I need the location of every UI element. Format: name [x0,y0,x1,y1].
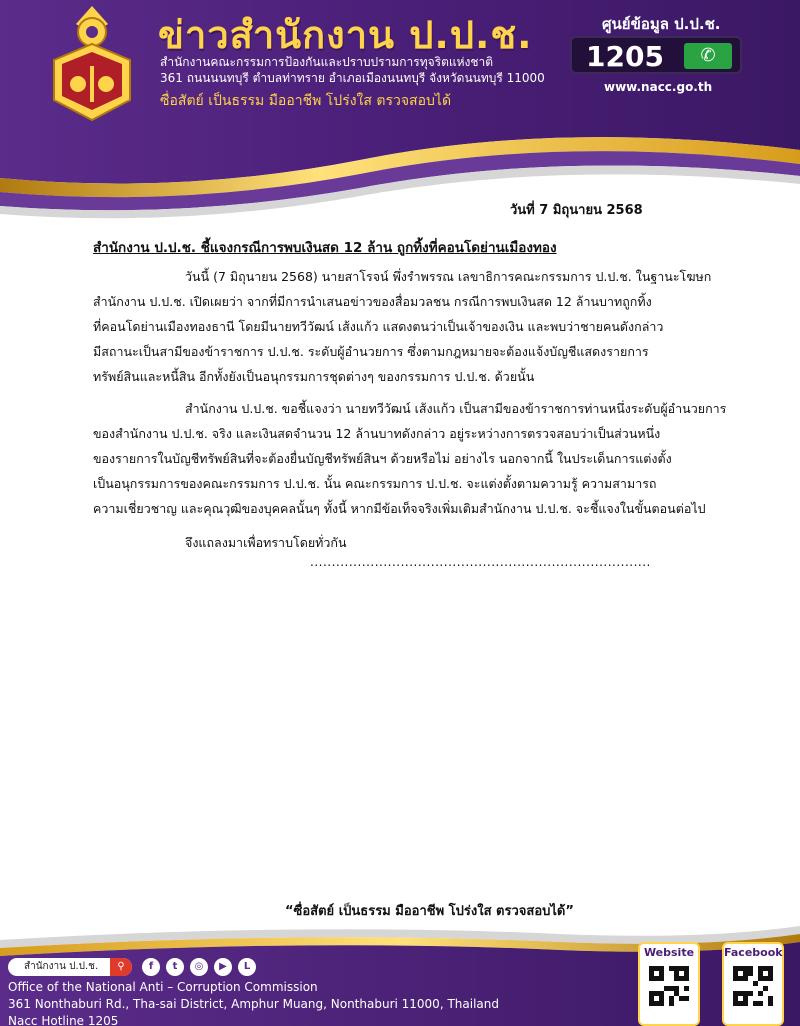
qr-facebook-label: Facebook [724,946,783,959]
paragraph-line: ทรัพย์สินและหนี้สิน อีกทั้งยังเป็นอนุกรรมการชุดต่างๆ ของกรรมการ ป.ป.ช. ด้วยนั้น [93,369,535,384]
youtube-icon[interactable]: ▶ [214,958,232,976]
qr-website-label: Website [643,946,695,959]
website-qr-card[interactable] [638,942,700,1026]
paragraph-line: วันนี้ (7 มิถุนายน 2568) นายสาโรจน์ พึ่งรำพรรณ เลขาธิการคณะกรรมการ ป.ป.ช. ในฐานะโฆษก [185,269,712,284]
search-icon[interactable]: ⚲ [110,958,132,976]
search-box[interactable] [8,958,132,976]
info-center-label: ศูนย์ข้อมูล ป.ป.ช. [602,15,721,33]
facebook-icon[interactable]: f [142,958,160,976]
paragraph-2 [93,396,733,521]
agency-name: สำนักงานคณะกรรมการป้องกันและปราบปรามการทุจริตแห่งชาติ [160,55,494,69]
footer-banner [0,920,800,1026]
paragraph-line: สำนักงาน ป.ป.ช. เปิดเผยว่า จากที่มีการนำเสนอข่าวของสื่อมวลชน กรณีการพบเงินสด 12 ล้านบาทถูกทิ้ง [93,294,652,309]
facebook-qr-code-icon [733,966,773,1006]
phone-icon: ✆ [684,43,732,69]
paragraph-line: ที่คอนโดย่านเมืองทองธานี โดยมีนายทวีวัฒน์ เส้งแก้ว แสดงตนว่าเป็นเจ้าของเงิน และพบว่าชายคนดังกล่าว [93,319,664,334]
website-qr-code-icon [649,966,689,1006]
closing-statement: จึงแถลงมาเพื่อทราบโดยทั่วกัน [185,535,347,550]
paragraph-line: ความเชี่ยวชาญ และคุณวุฒิของบุคคลนั้นๆ ทั้งนี้ หากมีข้อเท็จจริงเพิ่มเติมสำนักงาน ป.ป.ช. จะชี้แจงในขั้นตอนต่อไป [93,501,706,516]
paragraph-line: สำนักงาน ป.ป.ช. ขอชี้แจงว่า นายทวีวัฒน์ เส้งแก้ว เป็นสามีของข้าราชการท่านหนึ่งระดับผู้อำนวยการ [185,401,727,416]
paragraph-1 [93,264,733,389]
agency-address: 361 ถนนนนทบุรี ตำบลท่าทราย อำเภอเมืองนนทบุรี จังหวัดนนทบุรี 11000 [160,71,545,85]
hotline-number: 1205 [586,40,664,73]
instagram-icon[interactable]: ◎ [190,958,208,976]
paragraph-line: ของรายการในบัญชีทรัพย์สินที่จะต้องยื่นบัญชีทรัพย์สินฯ ด้วยหรือไม่ อย่างไร นอกจากนี้ ในประเด็นการแต่งตั้ง [93,451,672,466]
document-date: วันที่ 7 มิถุนายน 2568 [510,203,643,218]
nacc-emblem-icon [46,4,138,124]
hotline-en: Nacc Hotline 1205 [8,1014,119,1026]
paragraph-line: มีสถานะเป็นสามีของข้าราชการ ป.ป.ช. ระดับผู้อำนวยการ ซึ่งตามกฎหมายจะต้องแจ้งบัญชีแสดงรายการ [93,344,649,359]
line-icon[interactable]: L [238,958,256,976]
twitter-icon[interactable]: t [166,958,184,976]
footer-motto: “ซื่อสัตย์ เป็นธรรม มืออาชีพ โปร่งใส ตรวจสอบได้” [285,904,574,919]
agency-motto: ซื่อสัตย์ เป็นธรรม มืออาชีพ โปร่งใส ตรวจสอบได้ [160,93,452,109]
org-name-en: Office of the National Anti – Corruption Commission [8,980,318,994]
dotted-divider: ............................................................................... [310,555,651,569]
website-link[interactable]: www.nacc.go.th [604,80,713,94]
facebook-qr-card[interactable] [722,942,784,1026]
paragraph-line: ของสำนักงาน ป.ป.ช. จริง และเงินสดจำนวน 12 ล้านบาทดังกล่าว อยู่ระหว่างการตรวจสอบว่าเป็นส่วนหนึ่ง [93,426,661,441]
search-label: สำนักงาน ป.ป.ช. [24,961,99,972]
address-en: 361 Nonthaburi Rd., Tha-sai District, Amphur Muang, Nonthaburi 11000, Thailand [8,997,499,1011]
document-headline: สำนักงาน ป.ป.ช. ชี้แจงกรณีการพบเงินสด 12 ล้าน ถูกทิ้งที่คอนโดย่านเมืองทอง [93,240,557,256]
page-title: ข่าวสำนักงาน ป.ป.ช. [158,13,533,57]
paragraph-line: เป็นอนุกรรมการของคณะกรรมการ ป.ป.ช. นั้น คณะกรรมการ ป.ป.ช. จะแต่งตั้งตามความรู้ ความสามารถ [93,476,657,491]
header-banner [0,0,800,228]
hotline-box[interactable] [570,36,742,74]
